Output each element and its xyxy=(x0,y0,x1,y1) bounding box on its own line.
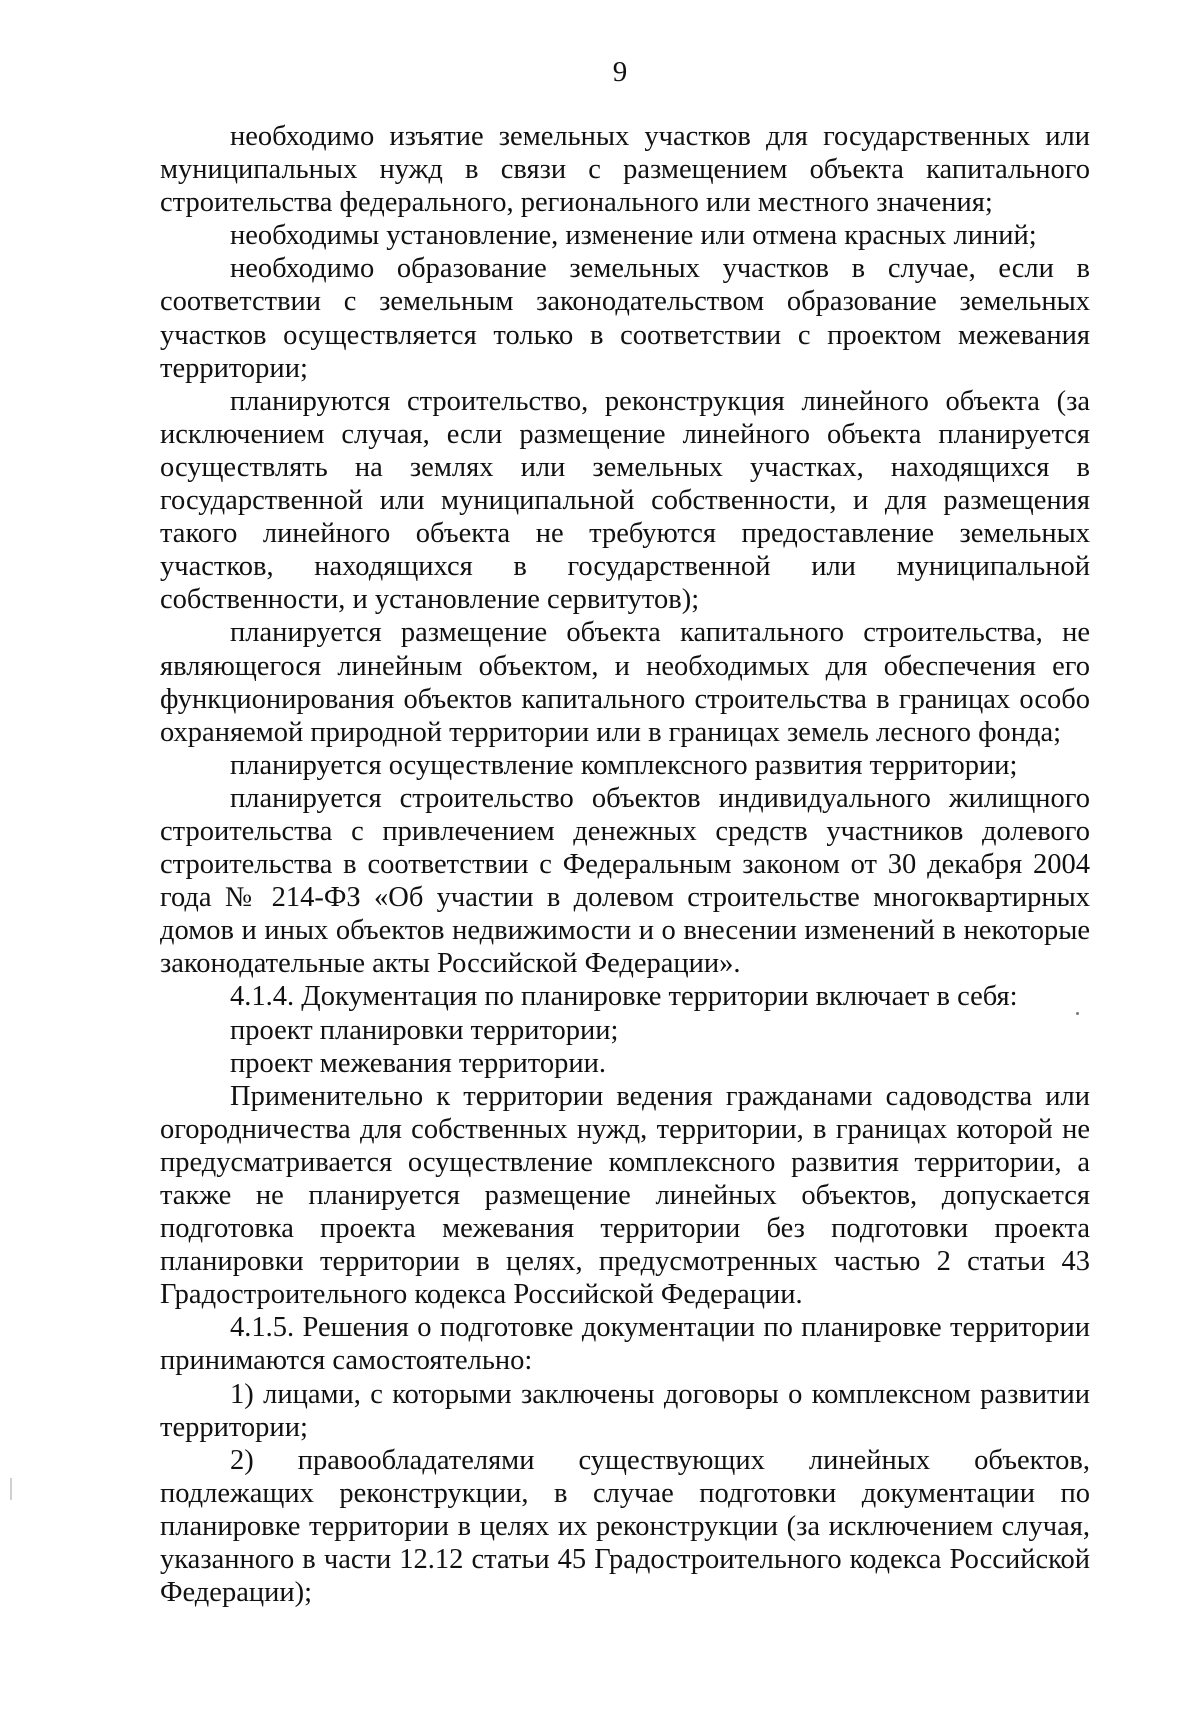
document-body xyxy=(160,120,1090,1609)
paragraph-individual-housing: планируется строительство объектов индивидуального жилищного строительства с привлечением денежных средств участников долевого строительства в соответствии с Федеральным законом от 30 декабря 2004 года № 214-ФЗ «Об участии в долевом строительстве многоквартирных домов и иных объектов недвижимости и о внесении изменений в некоторые законодательные акты Российской Федерации». xyxy=(160,782,1090,980)
scan-speck xyxy=(1076,1012,1079,1015)
paragraph-land-formation: необходимо образование земельных участков в случае, если в соответствии с земельным законодательством образование земельных участков осуществляется только в соответствии с проектом межевания территории; xyxy=(160,253,1090,384)
list-item-2: 2) правообладателями существующих линейных объектов, подлежащих реконструкции, в случае подготовки документации по планировке территории в целях их реконструкции (за исключением случая, указанного в части 12.12 статьи 45 Градостроительного кодекса Российской Федерации); xyxy=(160,1444,1090,1609)
paragraph-surveying-project: проект межевания территории. xyxy=(230,1047,606,1079)
scan-edge-mark xyxy=(10,1478,12,1500)
paragraph-planning-project: проект планировки территории; xyxy=(230,1014,619,1046)
paragraph-section-4-1-5: 4.1.5. Решения о подготовке документации по планировке территории принимаются самостоятельно: xyxy=(160,1312,1090,1377)
paragraph-capital-construction: планируется размещение объекта капитального строительства, не являющегося линейным объектом, и необходимых для обеспечения его функционирования объектов капитального строительства в границах особо охраняемой природной территории или в границах земель лесного фонда; xyxy=(160,617,1090,748)
paragraph-gardening-territory: Применительно к территории ведения гражданами садоводства или огородничества для собственных нужд, территории, в границах которой не предусматривается осуществление комплексного развития территории, а также не планируется размещение линейных объектов, допускается подготовка проекта межевания территории без подготовки проекта планировки территории в целях, предусмотренных частью 2 статьи 43 Градостроительного кодекса Российской Федерации. xyxy=(160,1080,1090,1311)
paragraph-linear-object: планируются строительство, реконструкция линейного объекта (за исключением случая, если размещение линейного объекта планируется осуществлять на землях или земельных участках, находящихся в государственной или муниципальной собственности, и для размещения такого линейного объекта не требуются предоставление земельных участков, находящихся в государственной или муниципальной собственности, и установление сервитутов); xyxy=(160,385,1090,616)
page-number: 9 xyxy=(612,56,628,88)
paragraph-complex-development: планируется осуществление комплексного развития территории; xyxy=(230,749,1018,781)
paragraph-red-lines: необходимы установление, изменение или отмена красных линий; xyxy=(230,220,1037,252)
list-item-1: 1) лицами, с которыми заключены договоры о комплексном развитии территории; xyxy=(160,1378,1090,1443)
paragraph-section-4-1-4: 4.1.4. Документация по планировке территории включает в себя: xyxy=(230,981,1018,1013)
paragraph-land-seizure: необходимо изъятие земельных участков для государственных или муниципальных нужд в связи с размещением объекта капитального строительства федерального, регионального или местного значения; xyxy=(160,121,1090,219)
